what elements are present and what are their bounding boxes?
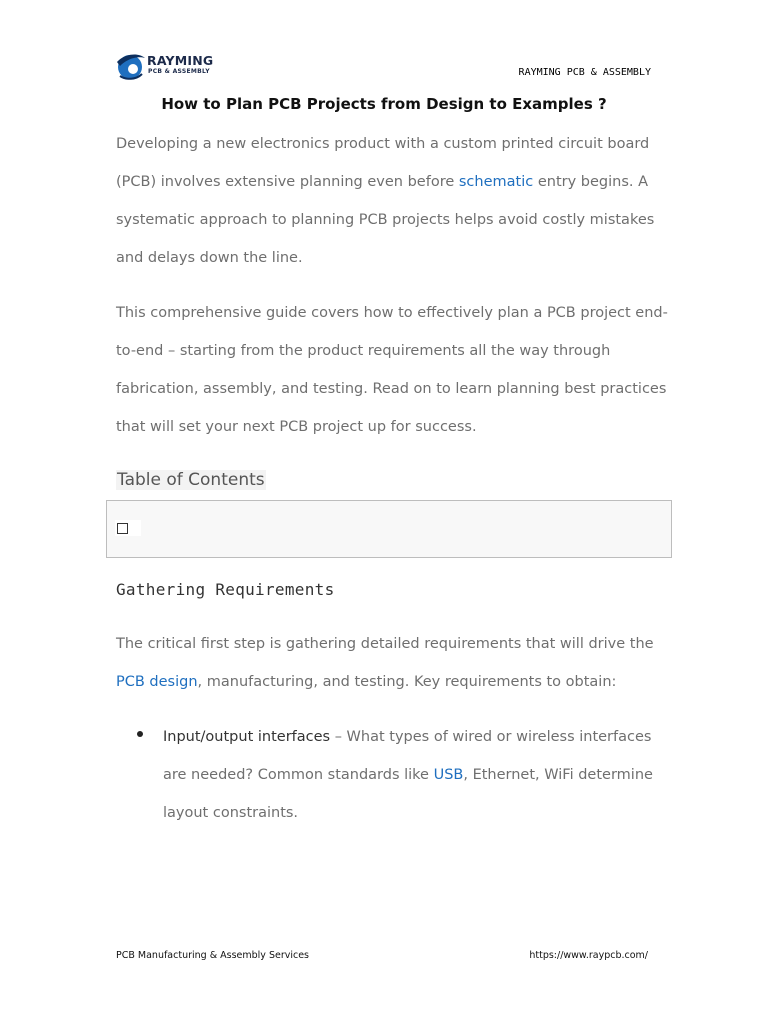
intro-paragraph-1 [116,125,676,277]
section-heading: Gathering Requirements [116,580,335,599]
intro-p1-text-a: Developing a new electronics product with a custom printed circuit board (PCB) involves extensive planning even before [116,136,650,190]
intro-paragraph-2: This comprehensive guide covers how to effectively plan a PCB project end-to-end – starting from the product requirements all the way through fabrication, assembly, and testing. Read on to learn planning best practices that will set your next PCB project up for success. [116,305,668,435]
toc-toggle-checkbox[interactable] [117,523,128,534]
footer-url: https://www.raypcb.com/ [529,950,648,961]
document-title: How to Plan PCB Projects from Design to Examples ? [161,95,607,113]
schematic-link[interactable]: schematic [458,174,534,190]
list-item [163,718,663,832]
footer-services: PCB Manufacturing & Assembly Services [116,950,310,961]
rayming-logo-icon [114,50,146,82]
section-paragraph [116,625,676,701]
list-item-text-b: , Ethernet, WiFi determine layout constraints. [163,767,653,821]
header-company-name: RAYMING PCB & ASSEMBLY [518,67,651,78]
logo-subtitle: PCB & ASSEMBLY [148,68,210,75]
toc-box [106,500,672,558]
pcb-design-link[interactable]: PCB design [116,674,198,690]
list-item-text-a: – What types of wired or wireless interfaces are needed? Common standards like [163,729,652,783]
intro-p1-text-b: entry begins. A systematic approach to planning PCB projects helps avoid costly mistakes and delays down the line. [116,174,655,266]
list-item-term: Input/output interfaces [163,729,331,745]
rayming-logo [114,50,224,82]
toc-heading: Table of Contents [117,470,265,490]
section-p-text-b: , manufacturing, and testing. Key requirements to obtain: [197,674,617,690]
usb-link[interactable]: USB [433,767,464,783]
section-p-text-a: The critical first step is gathering detailed requirements that will drive the [116,636,654,652]
list-bullet [137,731,143,737]
logo-name: RAYMING [147,53,214,68]
